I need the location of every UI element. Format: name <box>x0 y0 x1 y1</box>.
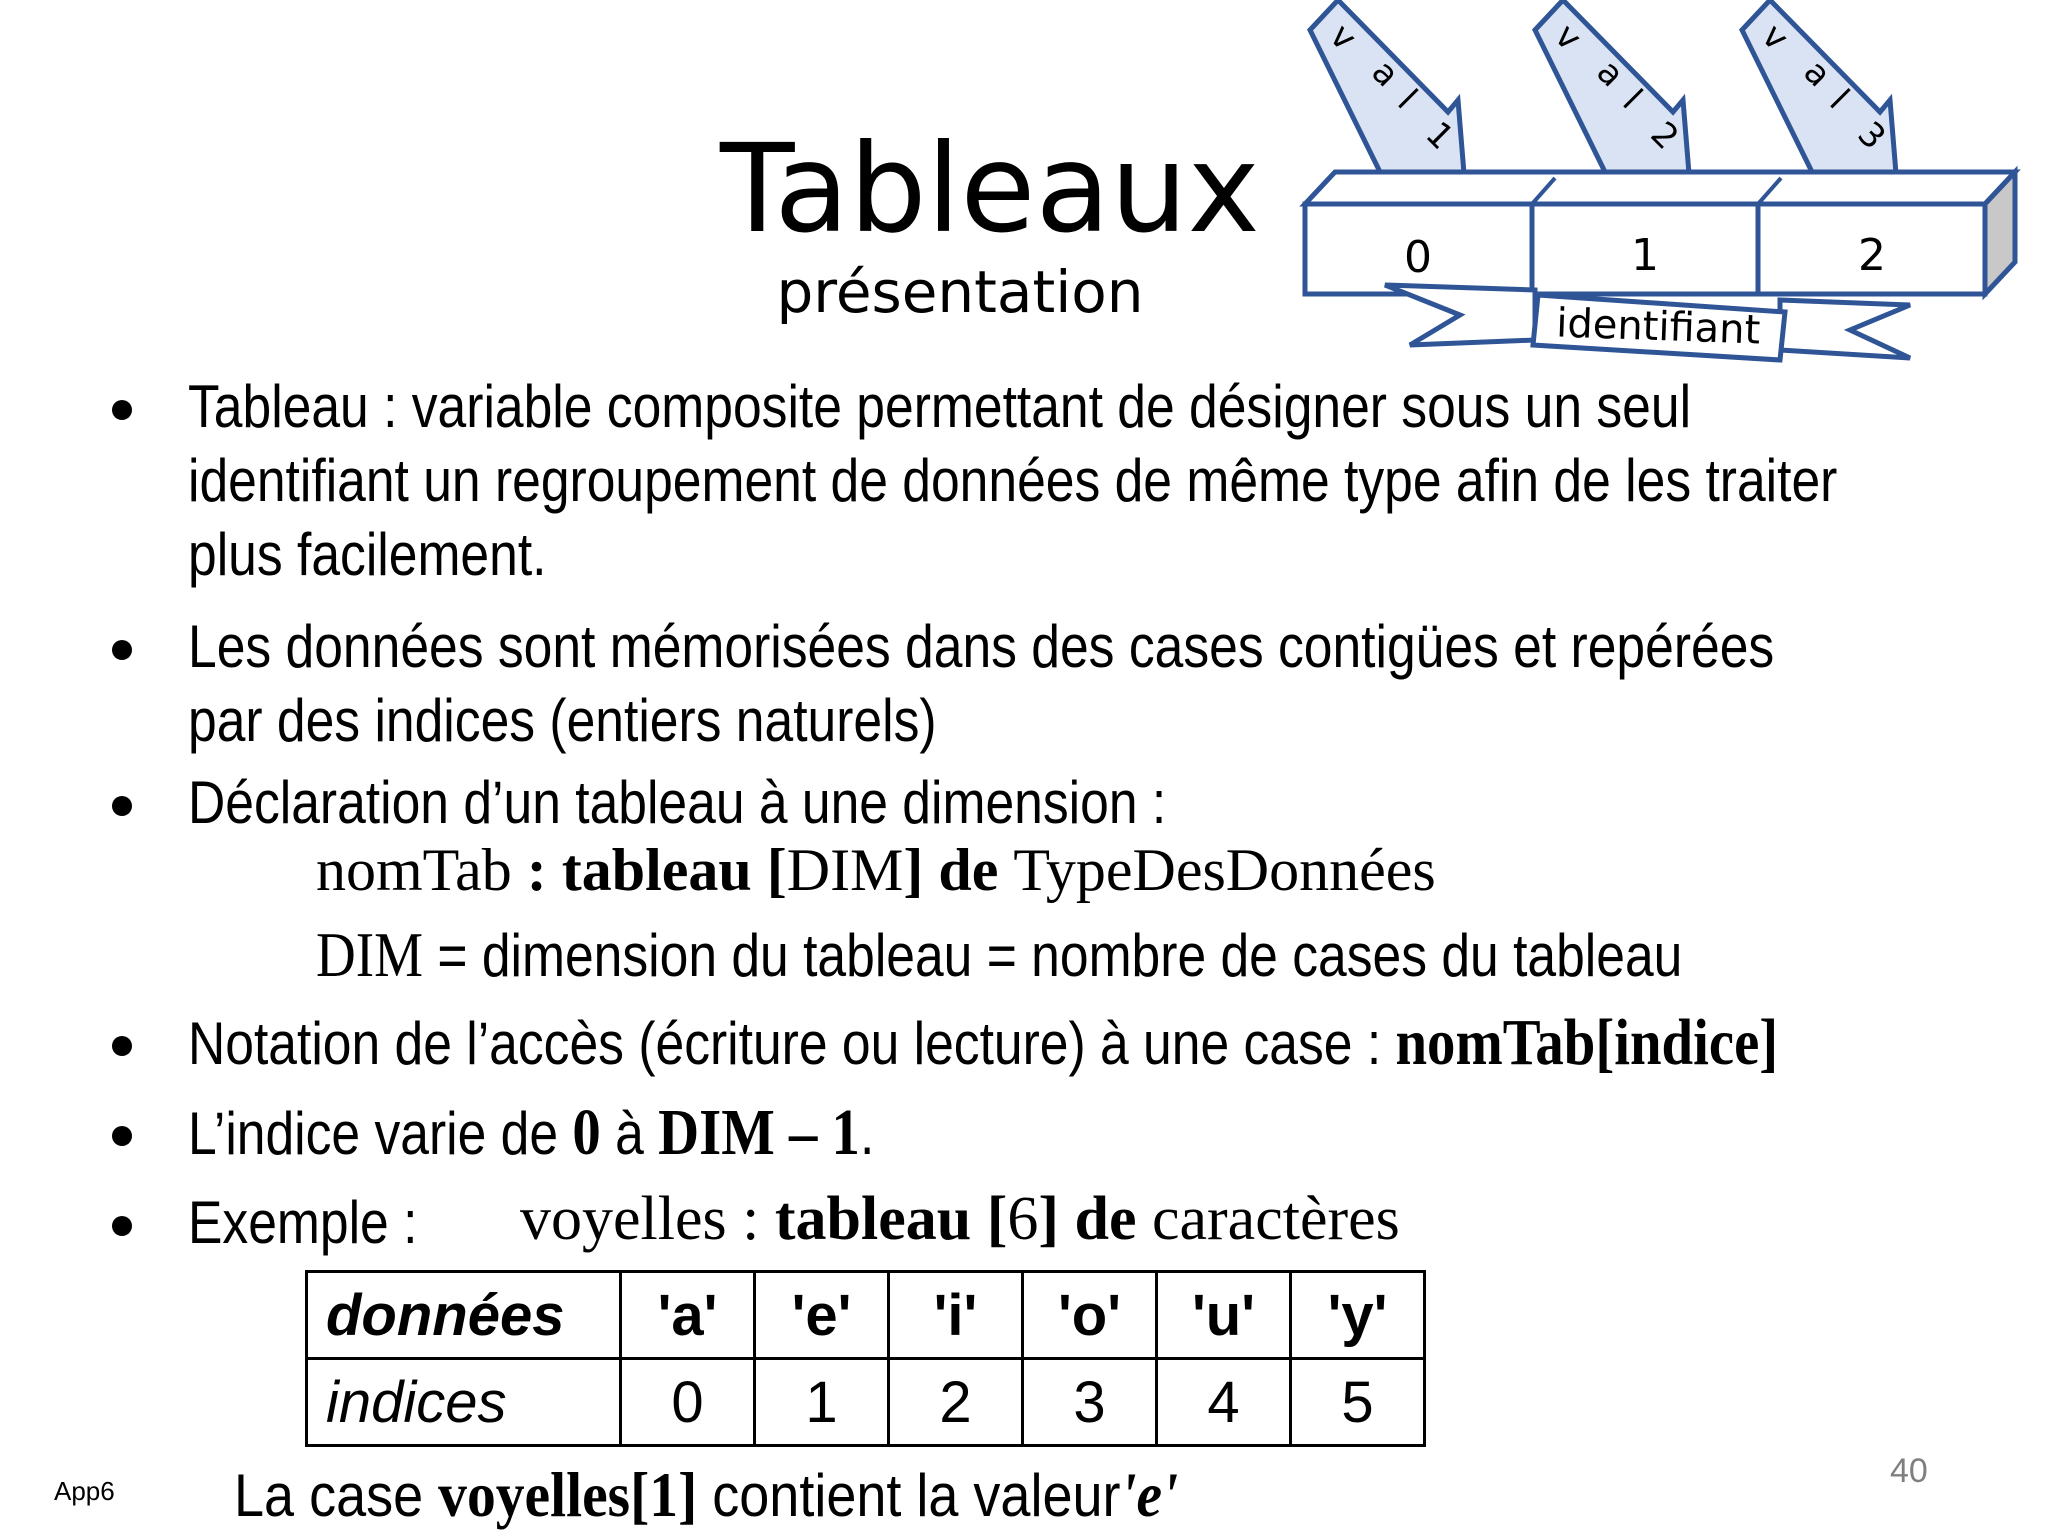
arrow-1-letter-1: v <box>1321 16 1365 59</box>
array-box-top <box>1305 172 2015 204</box>
bullet-1-line-2: identifiant un regroupement de données de même type afin de les traiter <box>188 447 1838 514</box>
table-cell: 'o' <box>1023 1272 1157 1359</box>
arrow-1 <box>1310 0 1466 198</box>
bullet-dot <box>112 1216 132 1236</box>
example-conclusion: La case voyelles[1] contient la valeur'e' <box>234 1459 1179 1530</box>
declaration-syntax: nomTab : tableau [DIM] de TypeDesDonnées <box>316 837 1436 903</box>
bullet-2-line-2: par des indices (entiers naturels) <box>188 687 937 754</box>
bullet-dot <box>112 640 132 660</box>
table-row <box>307 1272 1425 1359</box>
arrow-3-letter-3: l <box>1821 82 1857 118</box>
table-cell: 'u' <box>1157 1272 1291 1359</box>
arrow-3 <box>1742 0 1898 198</box>
bullet-dot <box>112 1036 132 1056</box>
arrow-3-letter-4: 3 <box>1849 114 1894 158</box>
slide-title: Tableaux <box>720 118 1260 260</box>
table-cell: 0 <box>621 1359 755 1446</box>
identifier-label: identifiant <box>1555 300 1762 354</box>
table-cell: 4 <box>1157 1359 1291 1446</box>
table-cell: 'a' <box>621 1272 755 1359</box>
bullet-4: Notation de l’accès (écriture ou lecture) à une case : nomTab[indice] <box>188 1006 1779 1079</box>
bullet-1-line-1: Tableau : variable composite permettant de désigner sous un seul <box>188 373 1692 440</box>
arrow-1-letter-2: a <box>1363 52 1407 96</box>
slide-subtitle: présentation <box>776 258 1144 326</box>
arrow-1-letter-4: 1 <box>1417 114 1462 158</box>
bullet-6-label: Exemple : <box>188 1189 418 1256</box>
array-cell-2: 2 <box>1858 230 1886 281</box>
arrow-2-letter-1: v <box>1546 16 1590 59</box>
bullet-dot <box>112 1126 132 1146</box>
identifier-banner-tail-right <box>1780 300 1910 358</box>
array-cell-0: 0 <box>1404 232 1432 283</box>
array-cell-1: 1 <box>1631 230 1659 281</box>
row-header-indices: indices <box>307 1359 621 1446</box>
table-cell: 1 <box>755 1359 889 1446</box>
bullet-2-line-1: Les données sont mémorisées dans des cases contigües et repérées <box>188 613 1775 680</box>
page-number: 40 <box>1890 1452 1928 1490</box>
arrow-2 <box>1535 0 1691 198</box>
example-table <box>305 1270 1426 1447</box>
bullet-3-line-1: Déclaration d’un tableau à une dimension : <box>188 769 1167 836</box>
array-diagram <box>1290 0 2030 370</box>
table-row <box>307 1359 1425 1446</box>
bullet-5: L’indice varie de 0 à DIM – 1. <box>188 1096 875 1169</box>
example-declaration: voyelles : tableau [6] de caractères <box>520 1185 1400 1253</box>
arrow-2-letter-4: 2 <box>1642 114 1687 158</box>
dim-definition: DIM = dimension du tableau = nombre de cases du tableau <box>316 919 1683 990</box>
arrow-2-letter-2: a <box>1588 52 1632 96</box>
table-cell: 'e' <box>755 1272 889 1359</box>
identifier-banner-tail-left <box>1385 285 1535 345</box>
table-cell: 5 <box>1291 1359 1425 1446</box>
table-cell: 3 <box>1023 1359 1157 1446</box>
table-cell: 'i' <box>889 1272 1023 1359</box>
row-header-donnees: données <box>307 1272 621 1359</box>
table-cell: 'y' <box>1291 1272 1425 1359</box>
arrow-2-letter-3: l <box>1614 82 1650 118</box>
bullet-dot <box>112 796 132 816</box>
arrow-1-letter-3: l <box>1389 82 1425 118</box>
bullet-1-line-3: plus facilement. <box>188 521 547 588</box>
table-cell: 2 <box>889 1359 1023 1446</box>
bullet-dot <box>112 400 132 420</box>
arrow-3-letter-1: v <box>1753 16 1797 59</box>
footer-label: App6 <box>54 1476 115 1506</box>
arrow-3-letter-2: a <box>1795 52 1839 96</box>
